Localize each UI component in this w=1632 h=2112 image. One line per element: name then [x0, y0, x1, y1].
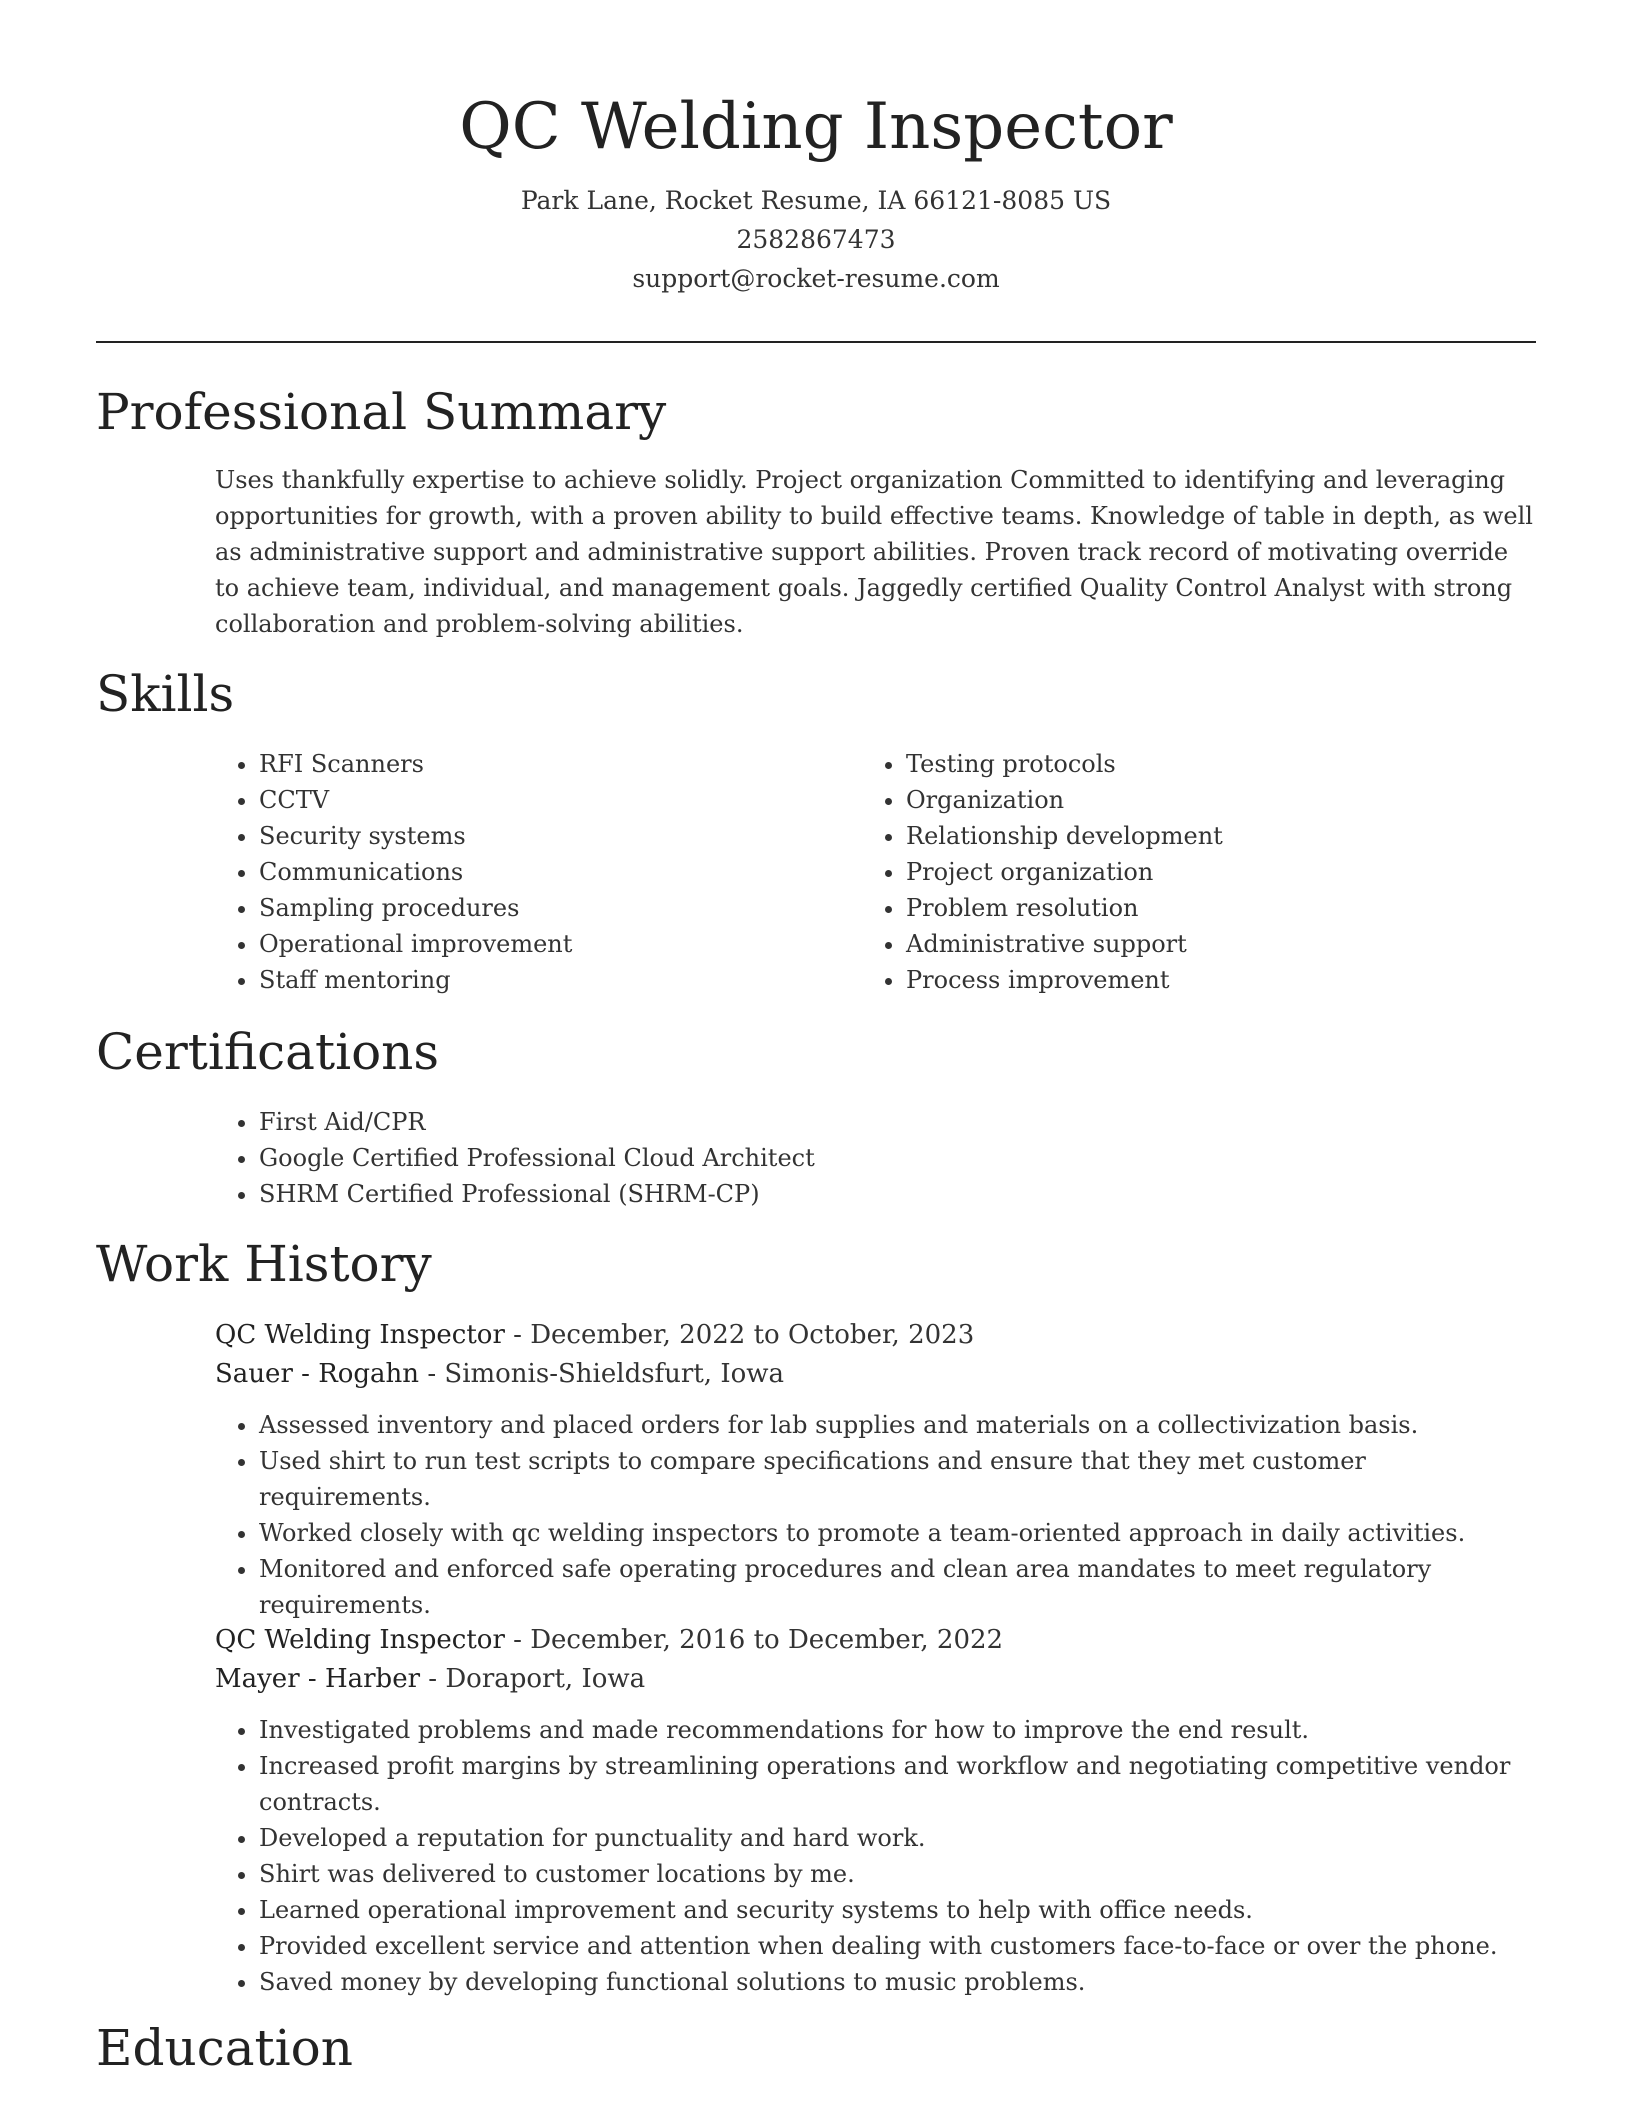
certification-item: • SHRM Certified Professional (SHRM-CP): [259, 1176, 1515, 1212]
job-bullet: • Increased profit margins by streamlining operations and workflow and negotiating competitive vendor contracts.: [259, 1748, 1535, 1820]
skill-item: • Communications: [259, 854, 815, 890]
job-entry: [215, 1621, 1535, 2000]
job-bullets: [215, 1712, 1535, 2000]
job-company-line: [215, 1355, 1535, 1394]
job-bullet: • Monitored and enforced safe operating procedures and clean area mandates to meet regulatory requirements.: [259, 1551, 1535, 1623]
job-bullet: • Used shirt to run test scripts to compare specifications and ensure that they met customer requirements.: [259, 1443, 1535, 1515]
education-heading: Education: [96, 2019, 353, 2077]
job-title-line: [215, 1316, 1535, 1355]
skill-item: • Testing protocols: [906, 746, 1522, 782]
skill-item: • Operational improvement: [259, 926, 815, 962]
work-history-heading: Work History: [96, 1235, 432, 1293]
certification-item: • First Aid/CPR: [259, 1104, 1515, 1140]
address: Park Lane, Rocket Resume, IA 66121-8085 US: [520, 186, 1112, 215]
candidate-name: QC Welding Inspector: [459, 90, 1173, 164]
skill-item: • Sampling procedures: [259, 890, 815, 926]
skill-item: • Administrative support: [906, 926, 1522, 962]
job-bullet: • Assessed inventory and placed orders for lab supplies and materials on a collectivization basis.: [259, 1407, 1535, 1443]
summary-text: Uses thankfully expertise to achieve solidly. Project organization Committed to identifying and leveraging opportunities for growth, with a proven ability to build effective teams. Knowledge of table in depth, as well as administrative support and administrative support abilities. Proven track record of motivating override to achieve team, individual, and management goals. Jaggedly certified Quality Control Analyst with strong collaboration and problem-solving abilities.: [215, 466, 1533, 638]
job-bullet: • Worked closely with qc welding inspectors to promote a team-oriented approach in daily activities.: [259, 1515, 1535, 1551]
skills-column-right: [862, 746, 1522, 998]
job-company: Mayer - Harber: [215, 1664, 421, 1694]
job-role: QC Welding Inspector: [215, 1625, 505, 1655]
skill-item: • Staff mentoring: [259, 962, 815, 998]
job-dates: - December, 2022 to October, 2023: [504, 1320, 975, 1350]
skills-heading: Skills: [96, 665, 235, 723]
job-bullet: • Learned operational improvement and security systems to help with office needs.: [259, 1892, 1535, 1928]
skill-item: • Security systems: [259, 818, 815, 854]
skill-item: • Project organization: [906, 854, 1522, 890]
job-company: Sauer - Rogahn: [215, 1359, 420, 1389]
job-bullet: • Developed a reputation for punctuality and hard work.: [259, 1820, 1535, 1856]
email: support@rocket-resume.com: [632, 264, 1000, 293]
skill-item: • Relationship development: [906, 818, 1522, 854]
certifications-heading: Certifications: [96, 1023, 440, 1081]
header-divider: [96, 341, 1536, 343]
skills-column-left: [215, 746, 815, 998]
job-bullet: • Shirt was delivered to customer locations by me.: [259, 1856, 1535, 1892]
job-bullet: • Provided excellent service and attention when dealing with customers face-to-face or over the phone.: [259, 1928, 1535, 1964]
job-bullet: • Investigated problems and made recommendations for how to improve the end result.: [259, 1712, 1535, 1748]
skill-item: • Process improvement: [906, 962, 1522, 998]
job-location: - Doraport, Iowa: [420, 1664, 646, 1694]
job-location: - Simonis-Shieldsfurt, Iowa: [419, 1359, 785, 1389]
resume-header: [0, 82, 1632, 298]
certifications-list: [215, 1104, 1515, 1212]
skill-item: • CCTV: [259, 782, 815, 818]
skill-item: • RFI Scanners: [259, 746, 815, 782]
summary-heading: Professional Summary: [96, 383, 667, 441]
phone: 2582867473: [736, 225, 896, 254]
job-dates: - December, 2016 to December, 2022: [504, 1625, 1004, 1655]
job-role: QC Welding Inspector: [215, 1320, 505, 1350]
job-entry: [215, 1316, 1535, 1623]
job-company-line: [215, 1660, 1535, 1699]
certification-item: • Google Certified Professional Cloud Architect: [259, 1140, 1515, 1176]
job-bullet: • Saved money by developing functional solutions to music problems.: [259, 1964, 1535, 2000]
skill-item: • Problem resolution: [906, 890, 1522, 926]
job-bullets: [215, 1407, 1535, 1623]
job-title-line: [215, 1621, 1535, 1660]
skill-item: • Organization: [906, 782, 1522, 818]
